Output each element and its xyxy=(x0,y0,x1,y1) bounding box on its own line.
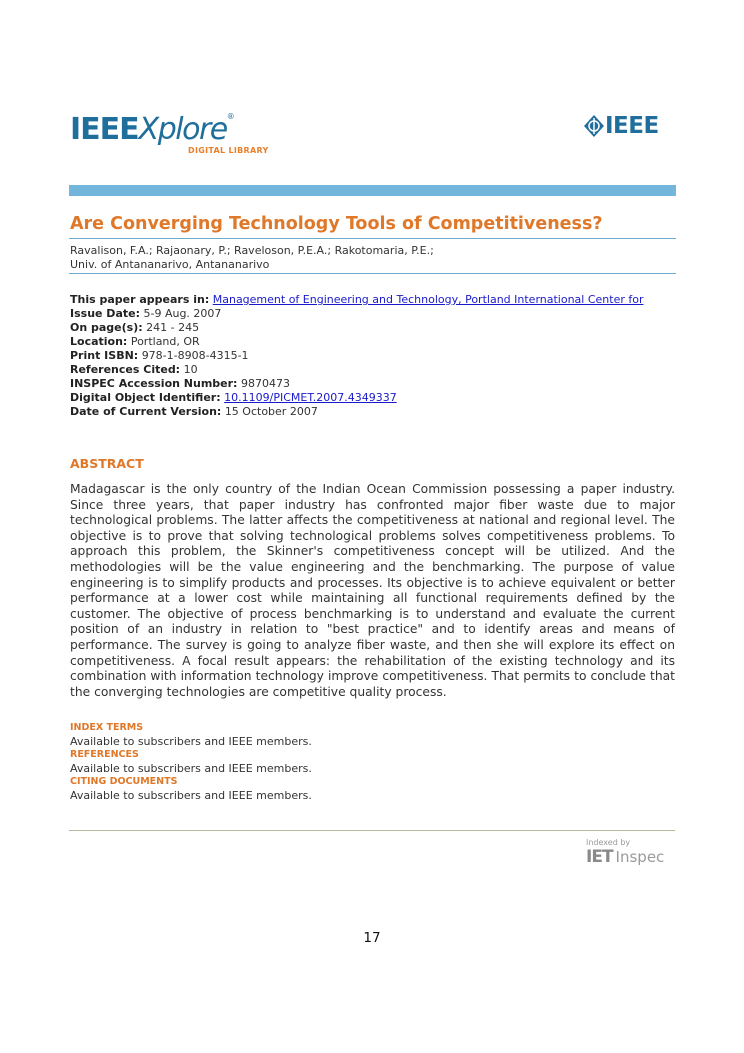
affiliation: Univ. of Antananarivo, Antananarivo xyxy=(70,258,270,271)
meta-label: References Cited: xyxy=(70,363,181,376)
meta-references xyxy=(70,363,670,377)
abstract-text: Madagascar is the only country of the Indian Ocean Commission possessing a paper industry. Since three years, that paper industry has confronted major fiber waste due to major technological problems. The latter affects the competitiveness at national and regional level. The objective is to prove that solving technological problems solves competitiveness problems. To approach this problem, the Skinner's competitiveness concept will be utilized. And the methodologies will be the value engineering and the benchmarking. The purpose of value engineering is to simplify products and processes. Its objective is to achieve equivalent or better performance at a lower cost while maintaining all functional requirements defined by the customer. The objective of process benchmarking is to understand and evaluate the current position of an industry in relation to "best practice" and to identify areas and means of performance. The survey is going to analyze fiber waste, and then she will explore its effect on competitiveness. A focal result appears: the rehabilitation of the existing technology and its combination with information technology improve competitiveness. That permits to conclude that the converging technologies are competitive quality process. xyxy=(70,482,675,699)
metadata-list xyxy=(70,293,670,419)
meta-inspec xyxy=(70,377,670,391)
iet-inspec-logo xyxy=(586,838,664,867)
meta-issue-date xyxy=(70,307,670,321)
ieee-xplore-logo xyxy=(70,112,269,155)
references-heading: REFERENCES xyxy=(70,749,139,760)
meta-label: Location: xyxy=(70,335,128,348)
references-text: Available to subscribers and IEEE members. xyxy=(70,761,312,775)
meta-current-version xyxy=(70,405,670,419)
meta-value: 10 xyxy=(183,363,198,376)
meta-value: Portland, OR xyxy=(130,335,200,348)
logo-subtitle: DIGITAL LIBRARY xyxy=(188,146,269,155)
ieee-logo xyxy=(583,113,659,139)
meta-label: Issue Date: xyxy=(70,307,140,320)
logo-text-xplore: Xplore xyxy=(138,112,227,147)
meta-value: 15 October 2007 xyxy=(224,405,318,418)
footer-divider xyxy=(69,830,675,831)
page-number: 17 xyxy=(363,930,381,946)
meta-value: 978-1-8908-4315-1 xyxy=(141,349,249,362)
meta-publication xyxy=(70,293,670,307)
index-terms-heading: INDEX TERMS xyxy=(70,722,144,733)
meta-value: 9870473 xyxy=(240,377,290,390)
meta-value: 241 - 245 xyxy=(146,321,200,334)
meta-pages xyxy=(70,321,670,335)
iet-logo-text: IET xyxy=(586,847,613,867)
ieee-diamond-icon xyxy=(583,114,605,138)
meta-label: On page(s): xyxy=(70,321,143,334)
restricted-sections xyxy=(70,721,312,802)
abstract-heading: ABSTRACT xyxy=(70,456,144,471)
meta-location xyxy=(70,335,670,349)
ieee-logo-text: IEEE xyxy=(605,113,659,139)
meta-label: Print ISBN: xyxy=(70,349,139,362)
inspec-logo-text: Inspec xyxy=(615,848,665,866)
doi-link[interactable]: 10.1109/PICMET.2007.4349337 xyxy=(224,391,397,404)
header-bar xyxy=(69,185,676,196)
citing-documents-heading: CITING DOCUMENTS xyxy=(70,776,178,787)
meta-label: This paper appears in: xyxy=(70,293,210,306)
indexed-by-label: Indexed by xyxy=(586,838,631,847)
meta-value: 5-9 Aug. 2007 xyxy=(143,307,222,320)
publication-link[interactable]: Management of Engineering and Technology, Portland International Center for xyxy=(212,293,644,306)
divider xyxy=(69,238,676,239)
meta-doi xyxy=(70,391,670,405)
meta-isbn xyxy=(70,349,670,363)
citing-documents-text: Available to subscribers and IEEE members. xyxy=(70,788,312,802)
authors: Ravalison, F.A.; Rajaonary, P.; Raveloson, P.E.A.; Rakotomaria, P.E.; xyxy=(70,244,434,257)
divider xyxy=(69,273,676,274)
registered-mark: ® xyxy=(226,112,235,121)
index-terms-text: Available to subscribers and IEEE members. xyxy=(70,734,312,748)
article-title: Are Converging Technology Tools of Competitiveness? xyxy=(70,214,603,234)
author-block xyxy=(70,244,434,272)
meta-label: INSPEC Accession Number: xyxy=(70,377,238,390)
logo-text-ieee: IEEE xyxy=(70,112,139,147)
meta-label: Date of Current Version: xyxy=(70,405,222,418)
meta-label: Digital Object Identifier: xyxy=(70,391,221,404)
